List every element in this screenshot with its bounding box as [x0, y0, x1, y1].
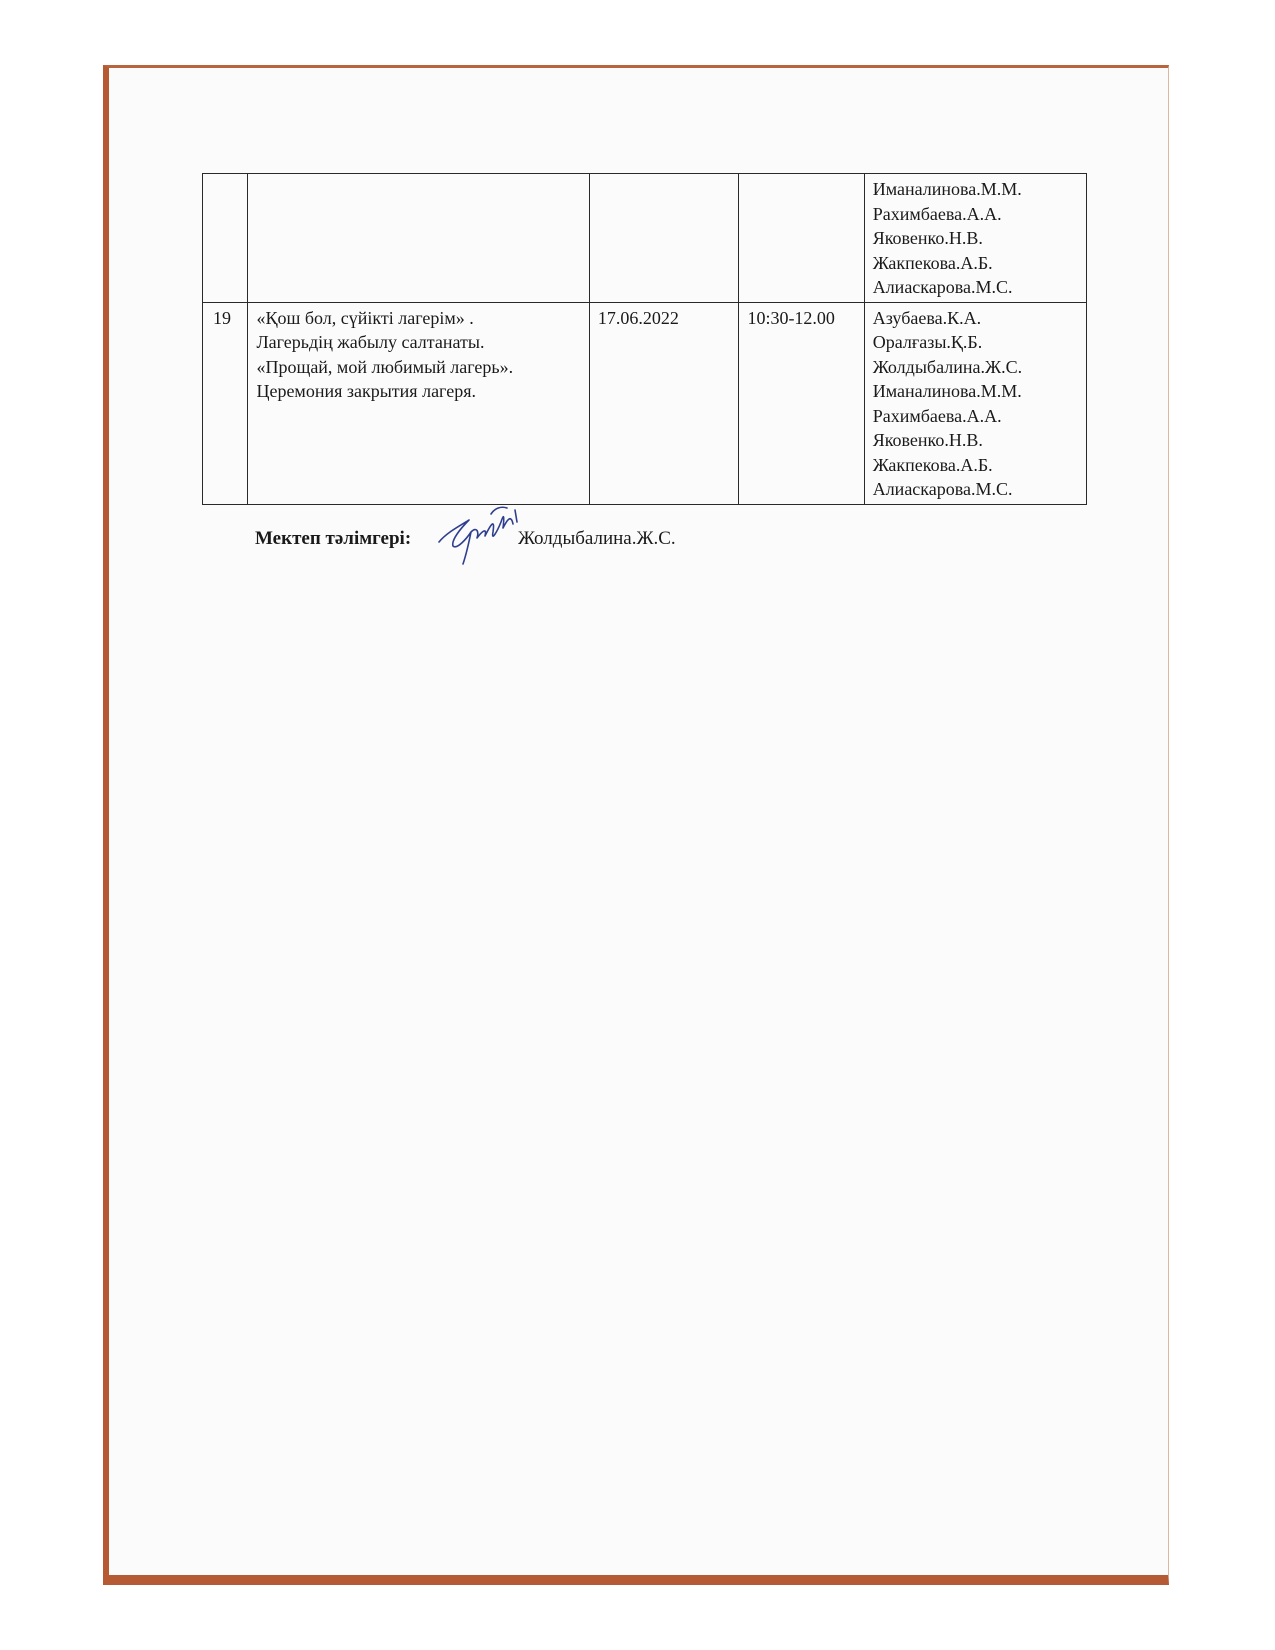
responsible-person: Алиаскарова.М.С.: [872, 277, 1013, 297]
time-cell: 10:30-12.00: [739, 302, 864, 504]
event-title-line: «Қош бол, сүйікті лагерім» .: [256, 307, 474, 328]
event-cell: [248, 174, 589, 303]
event-title-line: «Прощай, мой любимый лагерь».: [256, 356, 514, 377]
responsible-person: Азубаева.К.А.: [872, 307, 982, 328]
table-row: [203, 174, 1087, 303]
date-cell: 17.06.2022: [589, 302, 739, 504]
responsible-person: Жакпекова.А.Б.: [872, 252, 993, 273]
counselor-name: Жолдыбалина.Ж.С.: [518, 528, 676, 549]
responsible-person: Алиаскарова.М.С.: [872, 479, 1013, 499]
row-number-cell: 19: [203, 302, 248, 504]
responsible-person: Жакпекова.А.Б.: [872, 454, 993, 475]
responsible-person: Оралғазы.Қ.Б.: [872, 332, 983, 352]
event-cell: [248, 302, 589, 504]
responsible-person: Жолдыбалина.Ж.С.: [872, 356, 1023, 377]
signature-block: [255, 512, 775, 572]
responsible-cell: [864, 302, 1086, 504]
responsible-person: Рахимбаева.А.А.: [872, 203, 1002, 224]
event-schedule-table: [202, 173, 1087, 505]
event-title-line: Церемония закрытия лагеря.: [256, 381, 476, 401]
responsible-person: Иманалинова.М.М.: [872, 381, 1022, 401]
time-cell: [739, 174, 864, 303]
event-title-line: Лагерьдің жабылу салтанаты.: [256, 332, 485, 352]
responsible-person: Иманалинова.М.М.: [872, 179, 1022, 199]
handwritten-signature: [433, 502, 523, 568]
responsible-cell: [864, 174, 1086, 303]
responsible-person: Яковенко.Н.В.: [872, 228, 983, 248]
responsible-person: Рахимбаева.А.А.: [872, 405, 1002, 426]
responsible-person: Яковенко.Н.В.: [872, 430, 983, 450]
table-row: [203, 302, 1087, 504]
school-counselor-label: Мектеп тәлімгері:: [255, 528, 412, 549]
date-cell: [589, 174, 739, 303]
row-number-cell: [203, 174, 248, 303]
